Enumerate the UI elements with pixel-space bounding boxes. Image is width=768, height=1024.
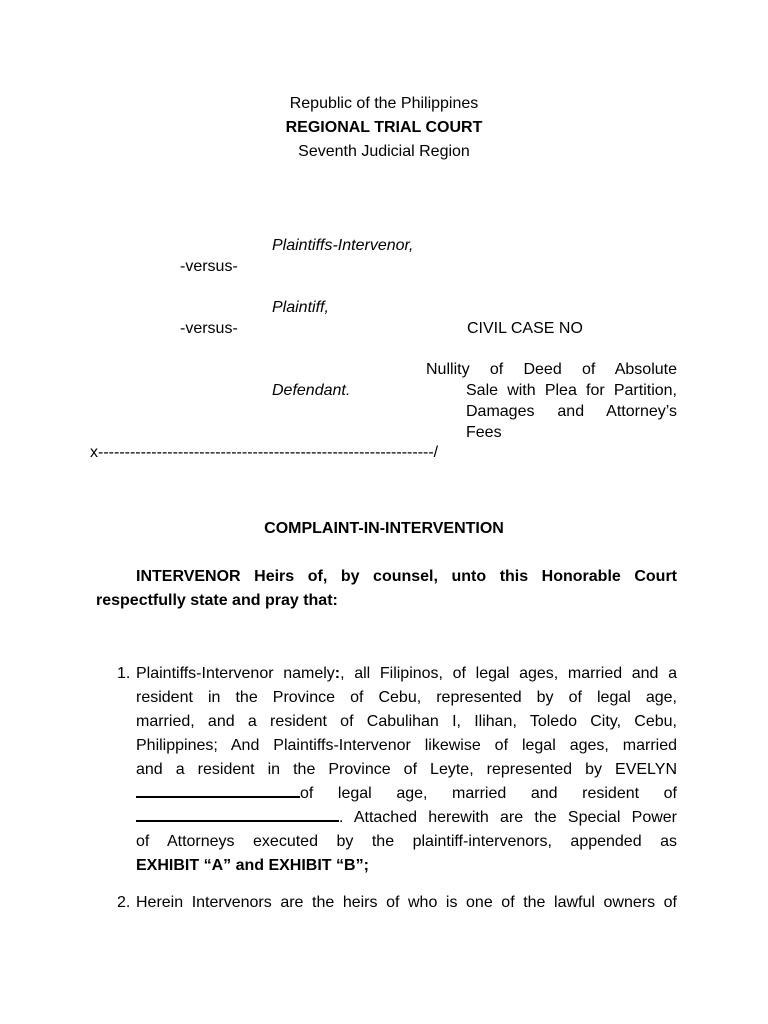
intro-line: respectfully state and pray that: (96, 592, 338, 609)
versus-2: -versus- (180, 320, 238, 337)
case-number: CIVIL CASE NO (467, 320, 583, 337)
item-line (136, 806, 677, 830)
case-nature (426, 359, 677, 443)
case-nature-line: Damages and Attorney’s (466, 403, 677, 420)
item-line: married, and a resident of Cabulihan I, Ilihan, Toledo City, Cebu, (136, 713, 677, 730)
case-nature-line: Sale with Plea for Partition, (466, 382, 677, 399)
item-line: Philippines; And Plaintiffs-Intervenor likewise of legal ages, married (136, 737, 677, 754)
header-republic: Republic of the Philippines (289, 95, 479, 112)
case-nature-line: Fees (466, 424, 502, 441)
item-number: 1. (117, 665, 131, 682)
intro-line: INTERVENOR Heirs of, by counsel, unto this Honorable Court (136, 568, 677, 585)
intervenor-role: Plaintiffs-Intervenor, (272, 237, 414, 254)
item-line: Herein Intervenors are the heirs of who is one of the lawful owners of (136, 894, 677, 911)
versus-1: -versus- (180, 258, 238, 275)
item-line-text: . Attached herewith are the Special Power (339, 809, 677, 826)
item-line: and a resident in the Province of Leyte, represented by EVELYN (136, 761, 677, 778)
item-number: 2. (117, 894, 131, 911)
header-court: REGIONAL TRIAL COURT (285, 119, 483, 136)
defendant-role: Defendant. (272, 382, 351, 399)
blank-line (136, 806, 339, 822)
item-1-paragraph (136, 662, 677, 878)
case-nature-line: Nullity of Deed of Absolute (426, 361, 677, 378)
item-line: resident in the Province of Cebu, represented by of legal age, (136, 689, 677, 706)
document-title: COMPLAINT-IN-INTERVENTION (264, 520, 504, 537)
item-2-paragraph (136, 891, 677, 915)
caption-separator: x---------------------------------------------------------------/ (90, 444, 439, 461)
item-line-text: of legal age, married and resident of (300, 785, 677, 802)
header-region: Seventh Judicial Region (298, 143, 470, 160)
item-line: EXHIBIT “A” and EXHIBIT “B”; (136, 857, 369, 874)
item-line: of Attorneys executed by the plaintiff-intervenors, appended as (136, 833, 677, 850)
item-line: Plaintiffs-Intervenor namely:, all Filipinos, of legal ages, married and a (136, 665, 677, 682)
item-line (136, 782, 677, 806)
blank-line (136, 782, 300, 798)
intro-paragraph (96, 565, 677, 613)
plaintiff-role: Plaintiff, (272, 299, 329, 316)
